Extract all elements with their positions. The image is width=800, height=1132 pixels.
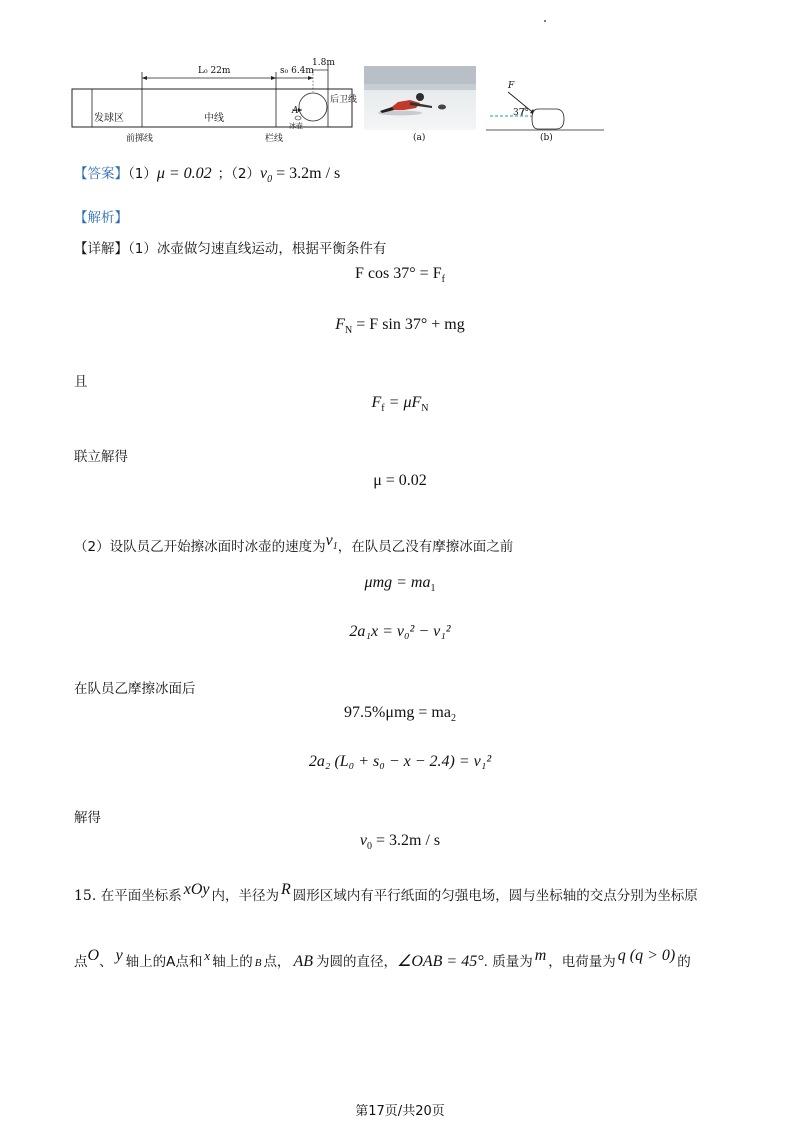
- answer-part2: [260, 165, 341, 186]
- detail-intro: （1）冰壶做匀速直线运动，根据平衡条件有: [128, 241, 387, 257]
- eq5-sub: 1: [430, 583, 436, 595]
- equation-9: [0, 832, 800, 852]
- q15-q: q (q > 0): [617, 947, 676, 964]
- q15-ab: AB: [293, 953, 313, 970]
- equation-8: [0, 753, 800, 771]
- equation-4: μ = 0.02: [373, 472, 427, 489]
- q15-m: m: [534, 947, 547, 964]
- equation-5: [0, 574, 800, 594]
- eq7-a: 97.5%μmg = ma: [344, 704, 451, 721]
- eq6-text: 2a₁x = v₀² − v₁²: [349, 623, 451, 640]
- diagram-caption: (b): [540, 133, 553, 143]
- q15-o: O: [87, 947, 100, 964]
- eq3-b-sub: N: [421, 403, 429, 415]
- q15-l1-a: 在平面坐标系: [100, 888, 182, 904]
- q15-l2-e: 点，: [263, 954, 291, 970]
- q15-y: y: [115, 947, 123, 964]
- curling-photo: [364, 66, 476, 130]
- equation-6: [0, 623, 800, 641]
- eq3-a: F: [371, 394, 382, 411]
- equation-7: [0, 704, 800, 724]
- hog-line-label: 栏线: [265, 134, 284, 144]
- detail-tag: 【详解】: [74, 241, 128, 257]
- q15-l2-g: . 质量为: [483, 954, 533, 970]
- part2-v1: [325, 532, 338, 553]
- zone-serve-label: 发球区: [94, 113, 124, 124]
- q15-x: x: [204, 948, 211, 963]
- q15-l2-d: 轴上的: [212, 954, 253, 970]
- eq9-v: v: [359, 832, 367, 849]
- part2-intro-a: （2）设队员乙开始擦冰面时冰壶的速度为: [74, 539, 326, 555]
- part2-intro-b: ，在队员乙没有摩擦冰面之前: [337, 539, 514, 555]
- q15-line-2: [74, 947, 691, 971]
- back-line-label: 后卫线: [330, 95, 358, 105]
- dim-s0-label: s₀ 6.4m: [280, 66, 314, 76]
- q15-r: R: [280, 881, 291, 898]
- answer-v0-rest: = 3.2m / s: [272, 165, 341, 182]
- stone-label: 冰壶: [289, 122, 303, 130]
- force-label: F: [508, 81, 515, 91]
- photo-sketch: [364, 66, 476, 130]
- answer-part1: μ = 0.02: [156, 165, 212, 182]
- angle-label: 37°: [513, 108, 529, 118]
- solve-text: 解得: [74, 810, 101, 826]
- eq1-text: F cos 37° = F: [355, 265, 442, 282]
- q15-l2-f: 为圆的直径，: [315, 954, 397, 970]
- eq9-sub: 0: [366, 841, 372, 853]
- q15-l2-a: 点: [74, 954, 88, 970]
- photo-caption: (a): [413, 133, 426, 143]
- force-svg: [486, 78, 606, 136]
- answer-v0-sub: 0: [267, 174, 273, 186]
- q15-xoy: xOy: [183, 881, 210, 898]
- eq1-sub: f: [441, 274, 445, 286]
- and-text: 且: [74, 374, 88, 390]
- analysis-tag: 【解析】: [74, 210, 128, 226]
- dim-l0-label: L₀ 22m: [198, 66, 231, 76]
- dim-r-label: 1.8m: [312, 58, 335, 68]
- q15-l2-i: 的: [677, 954, 691, 970]
- eq3-a-sub: f: [381, 403, 385, 415]
- zone-middle-label: 中线: [204, 113, 224, 124]
- eq3-b: = μF: [384, 394, 422, 411]
- q15-line-1: [74, 881, 698, 905]
- detail-intro-line: [74, 237, 386, 257]
- q15-l2-c: 轴上的A点和: [125, 954, 203, 970]
- part2-intro-line: [74, 532, 514, 558]
- eq2-lhs-sub: N: [345, 325, 353, 337]
- answer-part1-num: （1）: [128, 166, 157, 182]
- throw-line-label: 前掷线: [126, 134, 154, 144]
- eq8-text: 2a₂ (L₀ + s₀ − x − 2.4) = v₁²: [308, 753, 492, 770]
- q15-l1-c: 圆形区域内有平行纸面的匀强电场，圆与坐标轴的交点分别为坐标原: [292, 888, 698, 904]
- solve-together-text: 联立解得: [74, 449, 128, 465]
- equation-2: [0, 316, 800, 336]
- q15-l1-b: 内，半径为: [211, 888, 279, 904]
- q15-angle: ∠OAB = 45°: [396, 953, 484, 970]
- eq7-sub: 2: [450, 713, 456, 725]
- point-a-label: A: [292, 106, 299, 116]
- eq2-rest: = F sin 37° + mg: [352, 316, 465, 333]
- equation-1: [0, 265, 800, 285]
- eq9-rest: = 3.2m / s: [371, 832, 441, 849]
- rink-diagram: [70, 58, 360, 144]
- page-dot: [544, 20, 546, 22]
- part2-v1-sub: 1: [332, 541, 338, 553]
- q15-l2-h: ，电荷量为: [548, 954, 616, 970]
- equation-3: [0, 394, 800, 414]
- eq2-lhs: F: [335, 316, 346, 333]
- q15-b: B: [254, 957, 262, 969]
- page-footer: 第17页/共20页: [355, 1104, 445, 1119]
- q15-number: 15.: [74, 888, 97, 904]
- part2-v1-var: v: [325, 532, 333, 549]
- answer-line: [74, 162, 340, 185]
- answer-sep: ；: [217, 166, 232, 182]
- answer-part2-num: （2）: [231, 166, 261, 182]
- after-text: 在队员乙摩擦冰面后: [74, 681, 196, 697]
- q15-l2-b: 、: [99, 954, 113, 970]
- force-diagram: [486, 78, 606, 136]
- answer-v0: v: [260, 165, 268, 182]
- answer-tag: 【答案】: [74, 166, 128, 182]
- eq5-a: μmg = ma: [364, 574, 431, 591]
